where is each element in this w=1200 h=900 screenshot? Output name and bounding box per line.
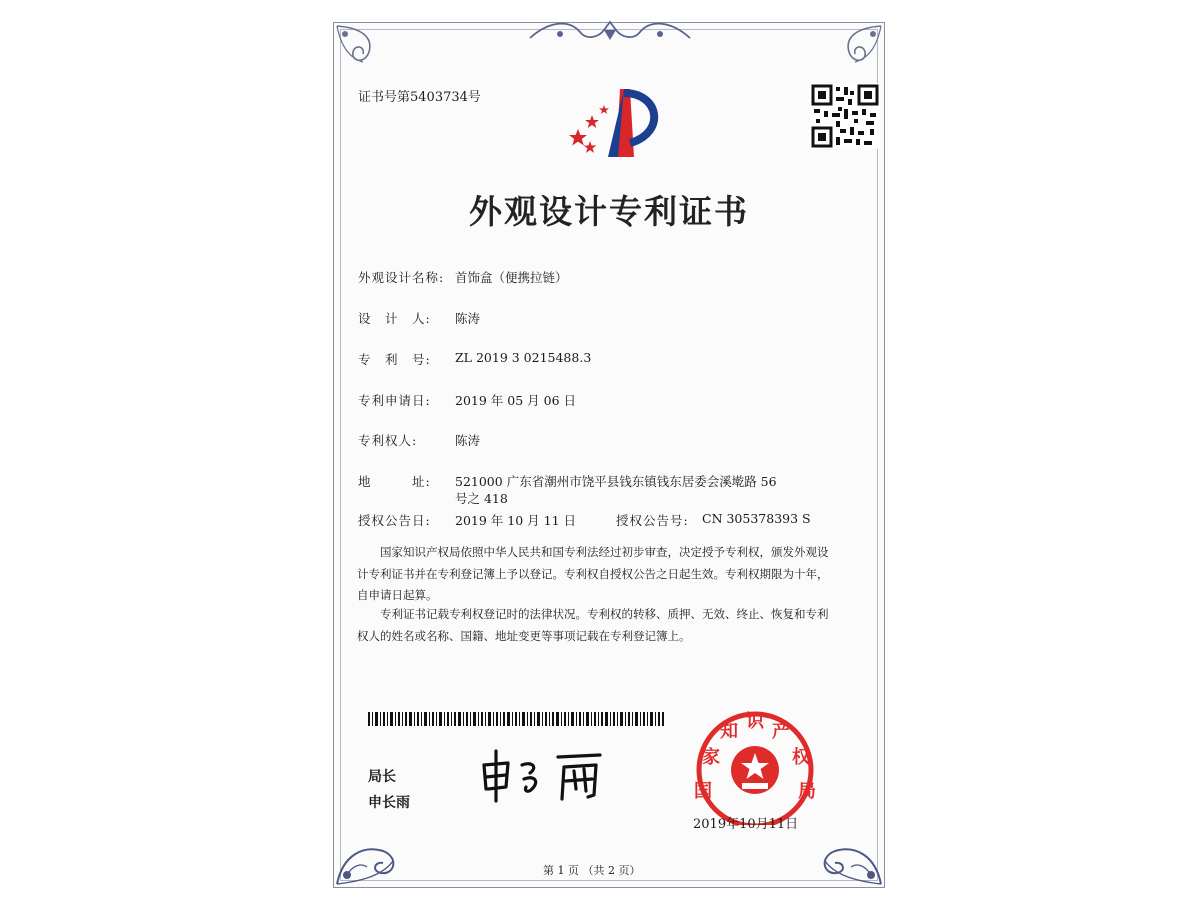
notice-paragraph-2: 专利证书记载专利权登记时的法律状况。专利权的转移、质押、无效、终止、恢复和专利权人的姓名或名称、国籍、地址变更等事项记载在专利登记簿上。 xyxy=(357,607,829,643)
field-label-address: 地 址: xyxy=(358,474,431,489)
page-footer: 第 1 页 （共 2 页） xyxy=(543,864,641,877)
field-label-grant-date: 授权公告日: xyxy=(358,513,431,528)
svg-text:知: 知 xyxy=(720,721,738,742)
field-value-application-date: 2019 年 05 月 06 日 xyxy=(455,393,576,408)
signatory-name: 申长雨 xyxy=(368,795,410,811)
svg-text:局: 局 xyxy=(798,781,816,802)
field-label-patent-number: 专 利 号: xyxy=(358,352,431,367)
field-label-grant-number: 授权公告号: xyxy=(616,513,689,528)
svg-text:识: 识 xyxy=(746,711,764,732)
corner-ornament-icon xyxy=(333,805,423,888)
corner-ornament-icon xyxy=(333,22,403,82)
svg-text:家: 家 xyxy=(702,747,720,768)
svg-text:产: 产 xyxy=(772,721,790,742)
field-label-designer: 设 计 人: xyxy=(358,311,431,326)
top-ornament-icon xyxy=(520,16,700,48)
certificate-number: 证书号第5403734号 xyxy=(358,90,481,105)
corner-ornament-icon xyxy=(815,22,885,82)
field-label-patentee: 专利权人: xyxy=(358,433,418,448)
field-value-grant-date: 2019 年 10 月 11 日 xyxy=(455,513,576,528)
seal-date: 2019年10月11日 xyxy=(693,817,799,832)
qr-code-icon xyxy=(810,83,880,149)
field-value-address-line2: 号之 418 xyxy=(455,491,508,506)
barcode-icon xyxy=(368,712,664,726)
field-value-address-line1: 521000 广东省潮州市饶平县钱东镇钱东居委会溪墘路 56 xyxy=(455,474,777,489)
official-seal-icon xyxy=(680,705,830,825)
handwritten-signature xyxy=(478,745,628,805)
notice-paragraph-1: 国家知识产权局依照中华人民共和国专利法经过初步审查，决定授予专利权，颁发外观设计专利证书并在专利登记簿上予以登记。专利权自授权公告之日起生效。专利权期限为十年，自申请日起算。 xyxy=(357,545,829,602)
signatory-title: 局长 xyxy=(368,769,396,785)
field-value-patent-number: ZL 2019 3 0215488.3 xyxy=(455,350,592,365)
svg-text:权: 权 xyxy=(792,747,810,768)
certificate-title: 外观设计专利证书 xyxy=(469,192,749,231)
patent-office-logo-icon xyxy=(568,85,663,165)
field-label-design-name: 外观设计名称: xyxy=(358,270,445,285)
field-value-patentee: 陈涛 xyxy=(455,433,481,448)
field-label-application-date: 专利申请日: xyxy=(358,393,431,408)
field-value-designer: 陈涛 xyxy=(455,311,481,326)
svg-text:国: 国 xyxy=(694,781,712,802)
field-value-design-name: 首饰盒（便携拉链） xyxy=(455,270,568,285)
field-value-grant-number: CN 305378393 S xyxy=(702,511,811,526)
